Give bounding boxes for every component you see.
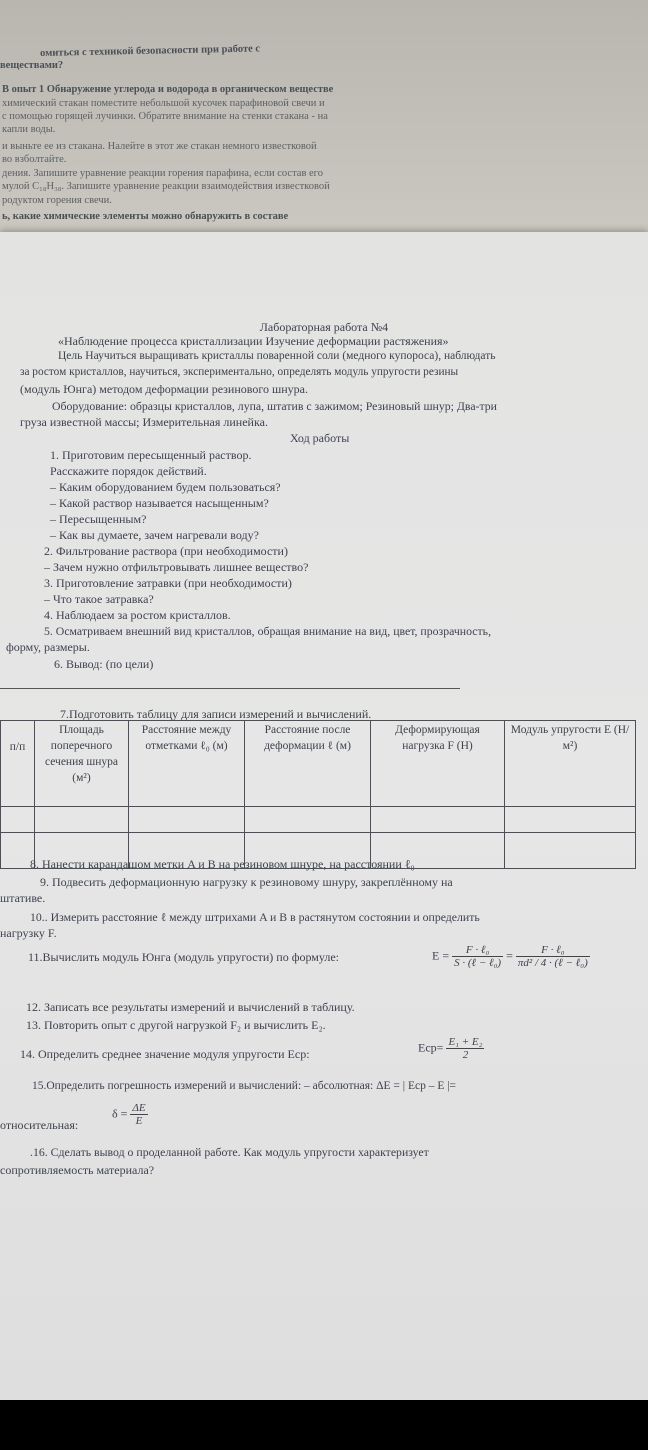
formula-fraction (446, 1036, 484, 1061)
table-header-cell: Модуль упругости E (Н/м²) (505, 721, 636, 807)
step-item: 4. Наблюдаем за ростом кристаллов. (44, 608, 231, 622)
step-item: штативе. (0, 891, 46, 905)
equipment-line: груза известной массы; Измерительная линейка. (20, 415, 268, 429)
table-cell[interactable] (35, 807, 129, 833)
table-header-cell: п/п (1, 721, 35, 807)
formula-fraction (452, 944, 503, 969)
step-item: форму, размеры. (6, 640, 90, 654)
page-title: Лабораторная работа №4 (259, 320, 389, 334)
formula-denominator: πd² / 4 · (ℓ − ℓ₀) (517, 957, 588, 969)
step-item: нагрузку F. (0, 926, 57, 940)
step-item: – Зачем нужно отфильтровывать лишнее вещество? (44, 560, 309, 574)
procedure-heading: Ход работы (290, 431, 350, 445)
step-item: – Как вы думаете, зачем нагревали воду? (50, 528, 259, 542)
step-item: 13. Повторить опыт с другой нагрузкой F₂ и вычислить E₂. (26, 1018, 326, 1032)
step-item: 15.Определить погрешность измерений и вычислений: – абсолютная: ΔE = | Eср – E |= (32, 1080, 457, 1092)
table-header-cell: Расстояние после деформации ℓ (м) (245, 721, 371, 807)
equipment-line: Оборудование: образцы кристаллов, лупа, штатив с зажимом; Резиновый шнур; Два-три (52, 399, 497, 413)
step-item: – Что такое затравка? (44, 592, 154, 606)
step-item: Расскажите порядок действий. (50, 464, 207, 478)
formula-fraction (516, 944, 590, 969)
step-item: 3. Приготовление затравки (при необходимости) (44, 576, 292, 590)
formula-denominator: S · (ℓ − ℓ₀) (454, 957, 502, 969)
mean-formula (418, 1036, 484, 1061)
table-header-cell: Деформирующая нагрузка F (Н) (371, 721, 505, 807)
step-item: 12. Записать все результаты измерений и вычислений в таблицу. (26, 1000, 355, 1014)
back-line: родуктом горения свечи. (2, 195, 112, 206)
formula-lhs: Eср= (418, 1040, 444, 1055)
back-line: В опыт 1 Обнаружение углерода и водорода в органическом веществе (2, 84, 334, 95)
formula-numerator: E₁ + E₂ (448, 1036, 483, 1048)
step-item: 11.Вычислить модуль Юнга (модуль упругости) по формуле: (28, 950, 340, 964)
step-item: – Какой раствор называется насыщенным? (50, 496, 269, 510)
back-line: ь, какие химические элементы можно обнаружить в составе (2, 211, 289, 222)
formula-lhs: δ = (112, 1106, 128, 1121)
formula-denominator: 2 (462, 1049, 469, 1061)
divider-line (0, 688, 460, 689)
table-cell[interactable] (245, 807, 371, 833)
step-item: 6. Вывод: (по цели) (54, 657, 154, 671)
step-item: 5. Осматриваем внешний вид кристаллов, обращая внимание на вид, цвет, прозрачность, (44, 624, 492, 638)
step-item: – Пересыщенным? (50, 512, 147, 526)
step-item: относительная: (0, 1118, 79, 1132)
back-line: омиться с техникой безопасности при работе с (40, 43, 261, 59)
step-item: 10.. Измерить расстояние ℓ между штрихами A и B в растянутом состоянии и определить (30, 910, 480, 924)
step-item: 2. Фильтрование раствора (при необходимости) (44, 544, 288, 558)
back-line: во взболтайте. (2, 154, 67, 165)
table-cell[interactable] (129, 807, 245, 833)
step-item: 9. Подвесить деформационную нагрузку к резиновому шнуру, закреплённому на (40, 875, 453, 889)
table-row (1, 807, 636, 833)
formula-lhs: E = (432, 948, 450, 963)
table-cell[interactable] (505, 807, 636, 833)
goal-line: (модуль Юнга) методом деформации резинового шнура. (20, 382, 308, 396)
back-page (0, 0, 648, 250)
goal-line: за ростом кристаллов, научиться, экспериментально, определять модуль упругости резины (20, 366, 459, 378)
measurement-table (0, 720, 636, 869)
step-item: 8. Нанести карандашом метки A и B на резиновом шнуре, на расстоянии ℓ₀ (30, 857, 415, 871)
back-line: капли воды. (2, 124, 56, 135)
table-cell[interactable] (371, 807, 505, 833)
table-cell[interactable] (505, 833, 636, 869)
back-line: и выньте ее из стакана. Налейте в этот же стакан немного известковой (2, 141, 317, 152)
table-header-row (1, 721, 636, 807)
step-item: .16. Сделать вывод о проделанной работе. Как модуль упругости характеризует (30, 1145, 429, 1159)
back-line: веществами? (0, 60, 64, 71)
step-item: сопротивляемость материала? (0, 1163, 155, 1177)
bottom-black-bar (0, 1400, 648, 1450)
back-line: мулой C₁₈H₃₈. Запишите уравнение реакции взаимодействия известковой (2, 181, 330, 192)
formula-numerator: F · ℓ₀ (516, 944, 590, 957)
goal-line: Цель Научиться выращивать кристаллы поваренной соли (медного купороса), наблюдать (58, 350, 496, 362)
formula-numerator: ΔE (132, 1102, 146, 1114)
formula-fraction (130, 1102, 147, 1127)
step-item: – Каким оборудованием будем пользоваться? (50, 480, 281, 494)
young-formula (432, 944, 590, 969)
formula-numerator: F · ℓ₀ (452, 944, 503, 957)
formula-denominator: E (135, 1115, 143, 1127)
table-caption: 7.Подготовить таблицу для записи измерений и вычислений. (60, 707, 372, 721)
back-line: дения. Запишите уравнение реакции горения парафина, если состав его (2, 168, 323, 179)
step-item: 1. Приготовим пересыщенный раствор. (50, 448, 252, 462)
back-line: с помощью горящей лучинки. Обратите внимание на стенки стакана - на (2, 111, 328, 122)
subtitle: «Наблюдение процесса кристаллизации Изучение деформации растяжения» (58, 334, 449, 348)
back-line: химический стакан поместите небольшой кусочек парафиновой свечи и (2, 98, 325, 109)
table-header-cell: Площадь поперечного сечения шнура (м²) (35, 721, 129, 807)
table-cell[interactable] (1, 807, 35, 833)
step-item: 14. Определить среднее значение модуля упругости Eср: (20, 1047, 310, 1061)
formula-equals: = (506, 948, 513, 963)
relative-error-formula (112, 1102, 148, 1127)
table-header-cell: Расстояние между отметками ℓ₀ (м) (129, 721, 245, 807)
